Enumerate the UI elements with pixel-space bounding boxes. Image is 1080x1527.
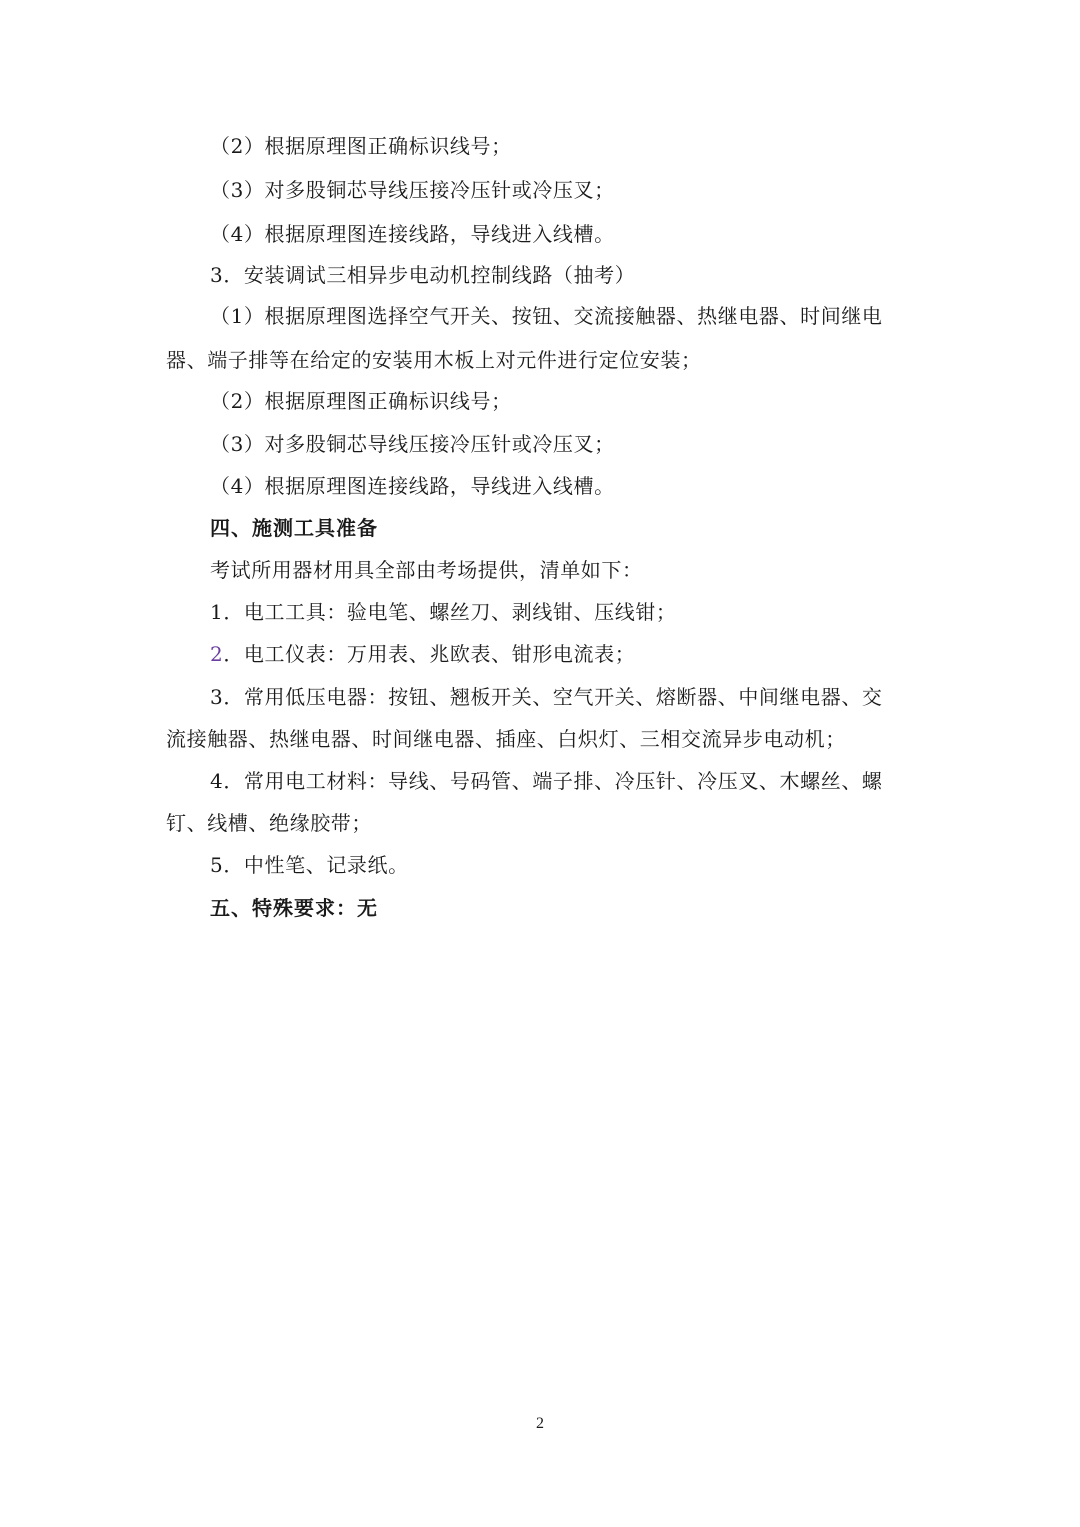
section3-item3-sub2: （2）根据原理图正确标识线号； (210, 389, 512, 413)
section4-item5: 5．中性笔、记录纸。 (210, 853, 409, 877)
section3-item3-title: 3．安装调试三相异步电动机控制线路（抽考） (210, 263, 636, 287)
section3-item3-sub4: （4）根据原理图连接线路，导线进入线槽。 (210, 474, 615, 498)
section4-item4-line1: 4．常用电工材料：导线、号码管、端子排、冷压针、冷压叉、木螺丝、螺 (210, 769, 883, 793)
section5-heading: 五、特殊要求：无 (210, 896, 378, 920)
section4-item2-number: 2 (210, 642, 224, 666)
section3-item2-sub4: （4）根据原理图连接线路，导线进入线槽。 (210, 222, 615, 246)
section3-item3-sub3: （3）对多股铜芯导线压接冷压针或冷压叉； (210, 432, 615, 456)
section4-item2-text: ．电工仪表：万用表、兆欧表、钳形电流表； (223, 642, 636, 666)
section4-item3-line2: 流接触器、热继电器、时间继电器、插座、白炽灯、三相交流异步电动机； (166, 727, 846, 751)
section4-item3-line1: 3．常用低压电器：按钮、翘板开关、空气开关、熔断器、中间继电器、交 (210, 685, 883, 709)
section4-intro: 考试所用器材用具全部由考场提供，清单如下： (210, 558, 643, 582)
section3-item3-sub1-line2: 器、端子排等在给定的安装用木板上对元件进行定位安装； (166, 348, 702, 372)
section3-item3-sub1-line1: （1）根据原理图选择空气开关、按钮、交流接触器、热继电器、时间继电 (210, 304, 883, 328)
section4-item4-line2: 钉、线槽、绝缘胶带； (166, 811, 372, 835)
section3-item2-sub3: （3）对多股铜芯导线压接冷压针或冷压叉； (210, 178, 615, 202)
section4-item2 (210, 640, 635, 668)
section4-item1: 1．电工工具：验电笔、螺丝刀、剥线钳、压线钳； (210, 600, 677, 624)
page-number: 2 (536, 1415, 544, 1432)
section3-item2-sub2: （2）根据原理图正确标识线号； (210, 134, 512, 158)
section4-heading: 四、施测工具准备 (210, 516, 378, 540)
